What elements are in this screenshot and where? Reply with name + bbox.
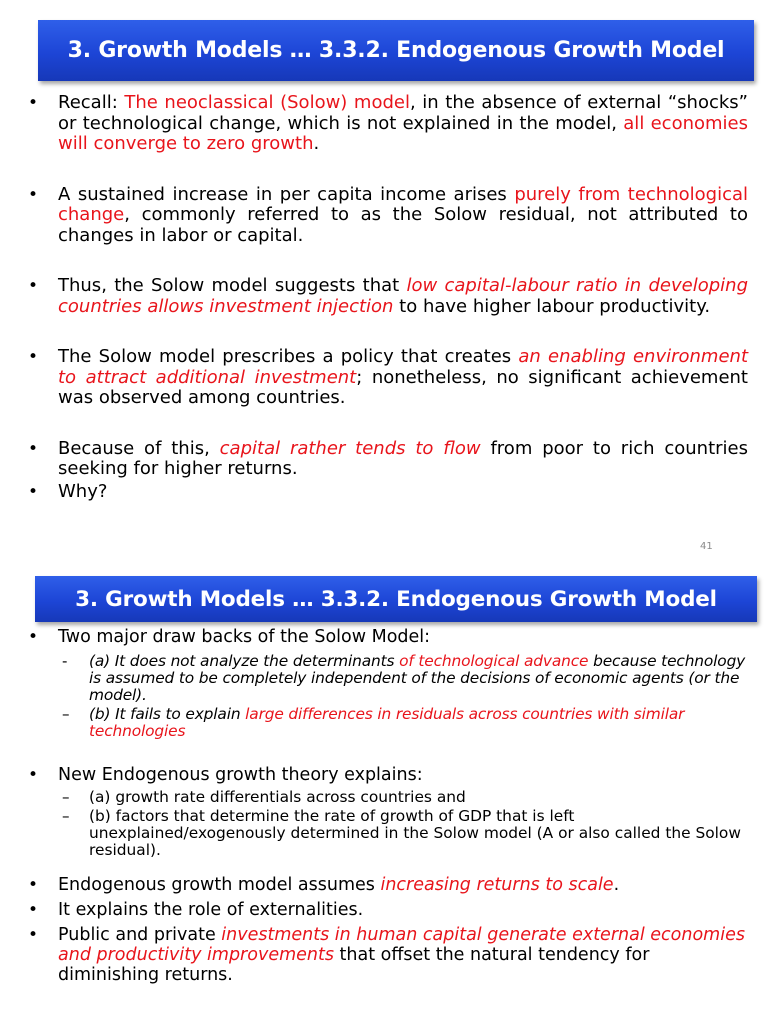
bullet-dot: • — [28, 276, 39, 296]
sub-dash: - — [62, 652, 68, 670]
slide2-bullet-list — [26, 627, 748, 985]
bullet-dot: • — [28, 438, 39, 459]
slide2-bullet-drawbacks: • Two major draw backs of the Solow Model: — [28, 627, 431, 647]
bullet-dot: • — [28, 765, 39, 785]
slide1-bullet-why: • Why? — [28, 480, 108, 502]
bullet-dot: • — [28, 184, 39, 205]
slide2-title: 3. Growth Models … 3.3.2. Endogenous Growth Model — [75, 586, 717, 612]
theory-a: – (a) growth rate differentials across countries and — [62, 788, 466, 806]
slide1-bullet-recall: • Recall: The neoclassical (Solow) model, in the absence of external “shocks” or technological change, which is not explained in the model, all economies will converge to zero growth. — [28, 92, 748, 154]
slide1-title-banner — [38, 20, 754, 81]
slide2-bullet-theory: • New Endogenous growth theory explains: — [28, 765, 423, 785]
slide1-title: 3. Growth Models … 3.3.2. Endogenous Growth Model — [67, 38, 725, 63]
sub-dash: – — [62, 705, 70, 723]
sub-dash: – — [62, 807, 70, 825]
slide2-bullet-investments: • Public and private investments in human capital generate external economies and productivity improvements that offset the natural tendency for diminishing returns. — [28, 925, 745, 985]
bullet-dot: • — [28, 627, 39, 647]
slide1-bullet-thus: • Thus, the Solow model suggests that low capital-labour ratio in developing countries allows investment injection to have higher labour productivity. — [28, 275, 748, 317]
sub-dash: – — [62, 788, 70, 806]
slide2-title-banner — [35, 576, 757, 622]
slide1-bullet-prescribes: • The Solow model prescribes a policy that creates an enabling environment to attract additional investment; nonetheless, no significant achievement was observed among countries. — [28, 346, 748, 408]
slide1-bullet-list — [26, 93, 748, 502]
slide1-bullet-because: • Because of this, capital rather tends to flow from poor to rich countries seeking for higher returns. — [28, 437, 748, 479]
bullet-dot: • — [28, 925, 39, 945]
slide1-bullet-sustained: • A sustained increase in per capita income arises purely from technological change, commonly referred to as the Solow residual, not attributed to changes in labor or capital. — [28, 183, 748, 246]
bullet-dot: • — [28, 93, 39, 113]
theory-b: – (b) factors that determine the rate of growth of GDP that is left unexplained/exogenously determined in the Solow model (A or also called the Solow residual). — [62, 807, 741, 859]
drawback-b: – (b) It fails to explain large differences in residuals across countries with similar technologies — [62, 705, 685, 740]
drawback-a: - (a) It does not analyze the determinants of technological advance because technology is assumed to be completely independent of the decisions of economic agents (or the model). — [62, 652, 746, 704]
page-number: 41 — [700, 541, 713, 552]
bullet-dot: • — [28, 875, 39, 895]
bullet-dot: • — [28, 900, 39, 920]
slide2-bullet-externalities: • It explains the role of externalities. — [28, 900, 364, 920]
slide2-bullet-returns: • Endogenous growth model assumes increasing returns to scale. — [28, 875, 620, 895]
bullet-dot: • — [28, 347, 39, 367]
bullet-dot: • — [28, 481, 39, 502]
